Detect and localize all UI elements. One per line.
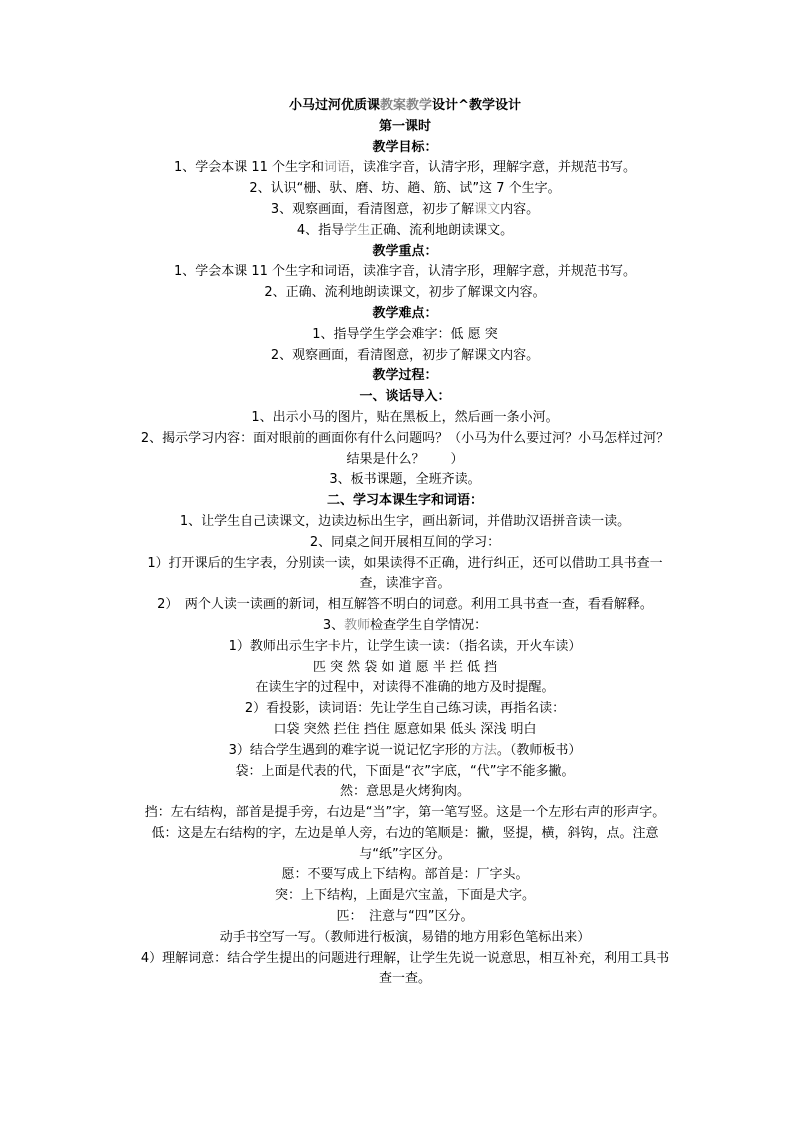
- word-list: 口袋 突然 拦住 挡住 愿意如果 低头 深浅 明白: [273, 721, 537, 737]
- paragraph: 4）理解词意：结合学生提出的问题进行理解，让学生先说一说意思，相互补充，利用工具书查一查。: [140, 950, 670, 987]
- paragraph: 1、学会本课 11 个生字和词语，读准字音，认清字形，理解字意，并规范书写。: [173, 264, 637, 280]
- paragraph: 1、让学生自己读课文，边读边标出生字，画出新词，并借助汉语拼音读一读。: [179, 513, 631, 529]
- paragraph: 1、学会本课 11 个生字和词语，读准字音，认清字形，理解字意，并规范书写。: [173, 160, 637, 176]
- paragraph: 2、正确、流利地朗读课文，初步了解课文内容。: [264, 285, 546, 301]
- paragraph: 1、指导学生学会难字：低 愿 突: [312, 326, 498, 342]
- paragraph: 1）教师出示生字卡片，让学生读一读：（指名读，开火车读）: [228, 638, 582, 654]
- paragraph: 2、揭示学习内容：面对眼前的画面你有什么问题吗？（小马为什么要过河？小马怎样过河？结果是什么？ ）: [140, 430, 670, 467]
- paragraph: 然：意思是火烤狗肉。: [339, 784, 470, 800]
- paragraph: 4、指导学生正确、流利地朗读课文。: [296, 222, 514, 238]
- paragraph: 3、板书课题，全班齐读。: [329, 472, 481, 488]
- paragraph: 在读生字的过程中，对读得不准确的地方及时提醒。: [255, 680, 555, 696]
- subsection-heading-intro: 一、谈话导入：: [359, 389, 451, 405]
- paragraph: 突：上下结构，上面是穴宝盖，下面是犬字。: [274, 888, 535, 904]
- section-heading-goals: 教学目标：: [372, 139, 438, 155]
- paragraph: 2、观察画面，看清图意，初步了解课文内容。: [270, 347, 540, 363]
- section-heading-process: 教学过程：: [372, 368, 438, 384]
- paragraph: 袋：上面是代表的代，下面是“衣”字底，“代”字不能多撇。: [235, 763, 575, 779]
- character-list: 匹 突 然 袋 如 道 愿 半 拦 低 挡: [312, 659, 498, 675]
- paragraph: 1、出示小马的图片，贴在黑板上，然后画一条小河。: [251, 409, 559, 425]
- paragraph: 3、观察画面，看清图意，初步了解课文内容。: [270, 201, 540, 217]
- paragraph: 动手书空写一写。（教师进行板演，易错的地方用彩色笔标出来）: [219, 929, 591, 945]
- paragraph: 愿：不要写成上下结构。部首是：厂字头。: [281, 867, 529, 883]
- paragraph: 1）打开课后的生字表，分别读一读，如果读得不正确，进行纠正，还可以借助工具书查一查，读准字音。: [147, 555, 663, 592]
- paragraph: 3、教师检查学生自学情况：: [322, 617, 488, 633]
- paragraph: 匹： 注意与“四”区分。: [336, 909, 474, 925]
- section-heading-key-points: 教学重点：: [372, 243, 438, 259]
- lesson-heading: 第一课时: [378, 118, 431, 134]
- subsection-heading-characters: 二、学习本课生字和词语：: [326, 493, 483, 509]
- paragraph: 2）看投影，读词语：先让学生自己练习读，再指名读：: [244, 701, 566, 717]
- paragraph: 3）结合学生遇到的难字说一说记忆字形的方法。（教师板书）: [228, 742, 582, 758]
- document-title: 小马过河优质课教案教学设计^教学设计: [289, 98, 521, 113]
- paragraph: 挡：左右结构，部首是提手旁，右边是“当”字，第一笔写竖。这是一个左形右声的形声字。: [144, 805, 666, 821]
- paragraph: 低：这是左右结构的字，左边是单人旁，右边的笔顺是：撇，竖提，横，斜钩，点。注意与“纸”字区分。: [151, 825, 659, 862]
- paragraph: 2、同桌之间开展相互间的学习：: [309, 534, 501, 550]
- paragraph: 2、认识“栅、驮、磨、坊、趟、筋、试”这 7 个生字。: [249, 181, 561, 197]
- document-body: [140, 96, 670, 990]
- paragraph: 2） 两个人读一读画的新词，相互解答不明白的词意。利用工具书查一查，看看解释。: [157, 597, 653, 613]
- section-heading-difficulties: 教学难点：: [372, 305, 438, 321]
